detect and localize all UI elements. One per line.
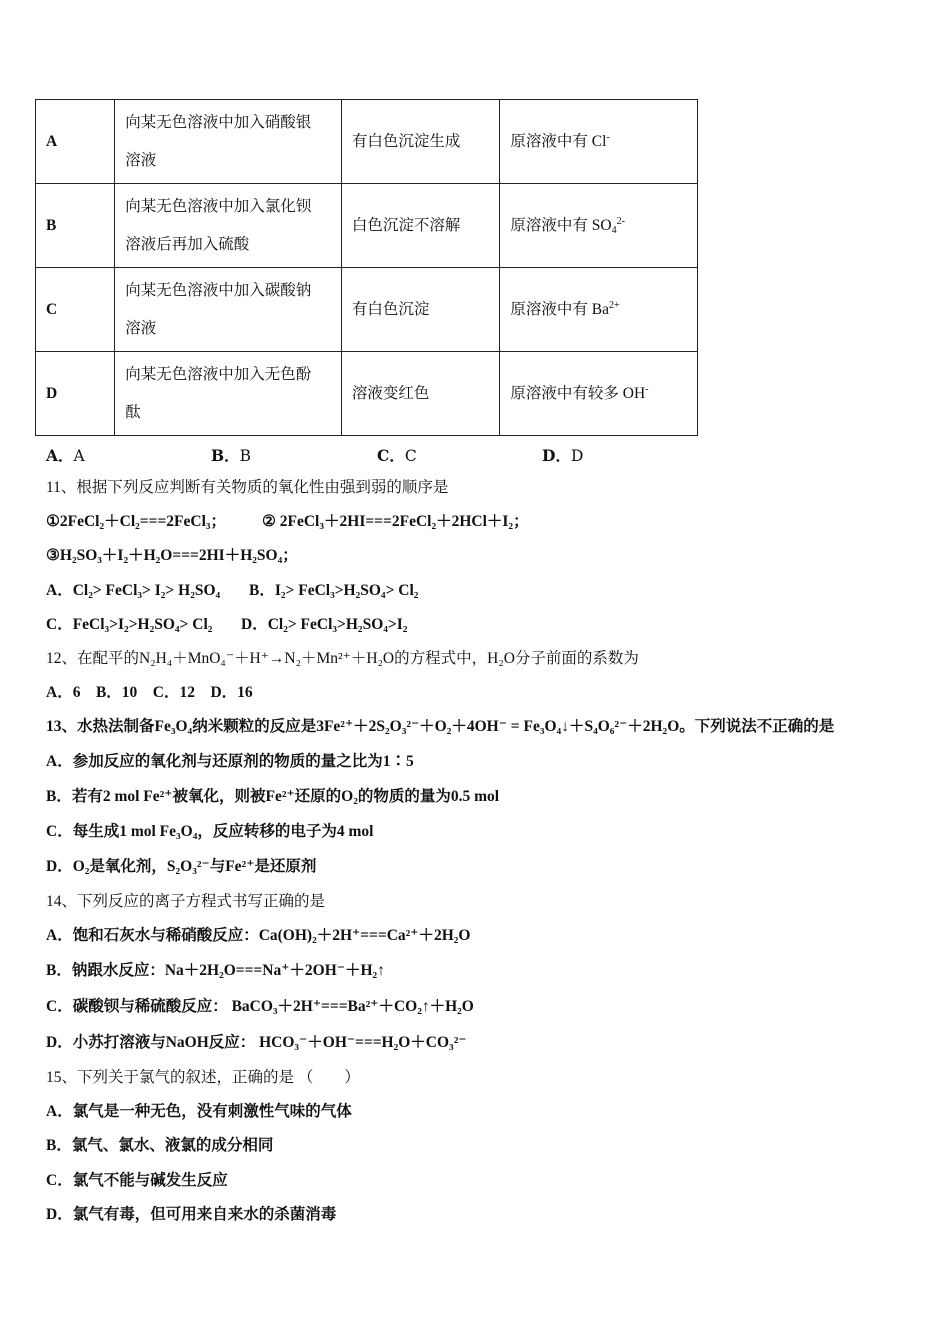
table-row xyxy=(36,268,698,352)
q14-option-c[interactable]: C．碳酸钡与稀硫酸反应： BaCO₃＋2H⁺===Ba²⁺＋CO₂↑＋H₂O xyxy=(46,998,474,1015)
question-15-stem: 15、下列关于氯气的叙述，正确的是 （ ） xyxy=(46,1069,360,1086)
operation-cell: 向某无色溶液中加入硝酸银 溶液 xyxy=(115,100,342,184)
q13-option-b[interactable]: B．若有2 mol Fe²⁺被氧化，则被Fe²⁺还原的O₂的物质的量为0.5 mol xyxy=(46,788,500,805)
option-letter: D xyxy=(36,352,115,436)
question-13-stem: 13、水热法制备Fe₃O₄纳米颗粒的反应是3Fe²⁺＋2S₂O₃²⁻＋O₂＋4OH⁻ = Fe₃O₄↓＋S₄O₆²⁻＋2H₂O。下列说法不正确的是 xyxy=(46,718,835,735)
answer-option-b[interactable]: B．B xyxy=(211,446,251,465)
q11-option-a[interactable]: A．Cl₂> FeCl₃> I₂> H₂SO₄ xyxy=(46,582,221,599)
q11-reaction-3: ③H₂SO₃＋I₂＋H₂O===2HI＋H₂SO₄； xyxy=(46,547,298,564)
option-letter: C xyxy=(36,268,115,352)
operation-cell: 向某无色溶液中加入碳酸钠 溶液 xyxy=(115,268,342,352)
q12-options[interactable]: A．6 B．10 C．12 D．16 xyxy=(46,684,253,701)
question-12-stem: 12、在配平的N₂H₄＋MnO₄⁻＋H⁺→N₂＋Mn²⁺＋H₂O的方程式中，H₂O分子前面的系数为 xyxy=(46,650,639,667)
q13-option-c[interactable]: C．每生成1 mol Fe₃O₄，反应转移的电子为4 mol xyxy=(46,823,374,840)
q11-reaction-1: ①2FeCl₂＋Cl₂===2FeCl₃； xyxy=(46,513,227,530)
table-row xyxy=(36,184,698,268)
q15-option-a[interactable]: A．氯气是一种无色，没有刺激性气味的气体 xyxy=(46,1103,352,1120)
q11-option-c[interactable]: C．FeCl₃>I₂>H₂SO₄> Cl₂ xyxy=(46,616,213,633)
conclusion-cell: 原溶液中有 Cl- xyxy=(500,100,698,184)
question-14-stem: 14、下列反应的离子方程式书写正确的是 xyxy=(46,893,326,910)
q15-option-c[interactable]: C．氯气不能与碱发生反应 xyxy=(46,1172,228,1189)
q15-option-b[interactable]: B．氯气、氯水、液氯的成分相同 xyxy=(46,1137,274,1154)
q14-option-b[interactable]: B．钠跟水反应：Na＋2H₂O===Na⁺＋2OH⁻＋H₂↑ xyxy=(46,962,385,979)
q14-option-d[interactable]: D．小苏打溶液与NaOH反应： HCO₃⁻＋OH⁻===H₂O＋CO₃²⁻ xyxy=(46,1034,467,1051)
operation-cell: 向某无色溶液中加入氯化钡 溶液后再加入硫酸 xyxy=(115,184,342,268)
table-row xyxy=(36,100,698,184)
operation-cell: 向某无色溶液中加入无色酚 酞 xyxy=(115,352,342,436)
q14-option-a[interactable]: A．饱和石灰水与稀硝酸反应：Ca(OH)₂＋2H⁺===Ca²⁺＋2H₂O xyxy=(46,927,471,944)
q11-option-d[interactable]: D．Cl₂> FeCl₃>H₂SO₄>I₂ xyxy=(241,616,408,633)
answer-option-a[interactable]: A．A xyxy=(46,446,85,465)
q11-reaction-2: ② 2FeCl₃＋2HI===2FeCl₂＋2HCl＋I₂； xyxy=(262,513,529,530)
option-letter: B xyxy=(36,184,115,268)
q13-option-d[interactable]: D．O₂是氧化剂，S₂O₃²⁻与Fe²⁺是还原剂 xyxy=(46,858,317,875)
q13-option-a[interactable]: A．参加反应的氧化剂与还原剂的物质的量之比为1∶5 xyxy=(46,753,414,770)
phenomenon-cell: 有白色沉淀生成 xyxy=(341,100,499,184)
conclusion-cell: 原溶液中有 $Ba^{2+}$ xyxy=(500,268,698,352)
table-row xyxy=(36,352,698,436)
answer-option-c[interactable]: C．C xyxy=(377,446,417,465)
phenomenon-cell: 溶液变红色 xyxy=(341,352,499,436)
question-11-stem: 11、根据下列反应判断有关物质的氧化性由强到弱的顺序是 xyxy=(46,479,449,496)
conclusion-cell: 原溶液中有 $SO_4^{2-}$ xyxy=(500,184,698,268)
options-table xyxy=(35,99,698,436)
phenomenon-cell: 有白色沉淀 xyxy=(341,268,499,352)
answer-option-d[interactable]: D．D xyxy=(542,446,584,465)
phenomenon-cell: 白色沉淀不溶解 xyxy=(341,184,499,268)
option-letter: A xyxy=(36,100,115,184)
conclusion-cell: 原溶液中有较多 OH- xyxy=(500,352,698,436)
q15-option-d[interactable]: D．氯气有毒，但可用来自来水的杀菌消毒 xyxy=(46,1206,337,1223)
q11-option-b[interactable]: B．I₂> FeCl₃>H₂SO₄> Cl₂ xyxy=(249,582,419,599)
